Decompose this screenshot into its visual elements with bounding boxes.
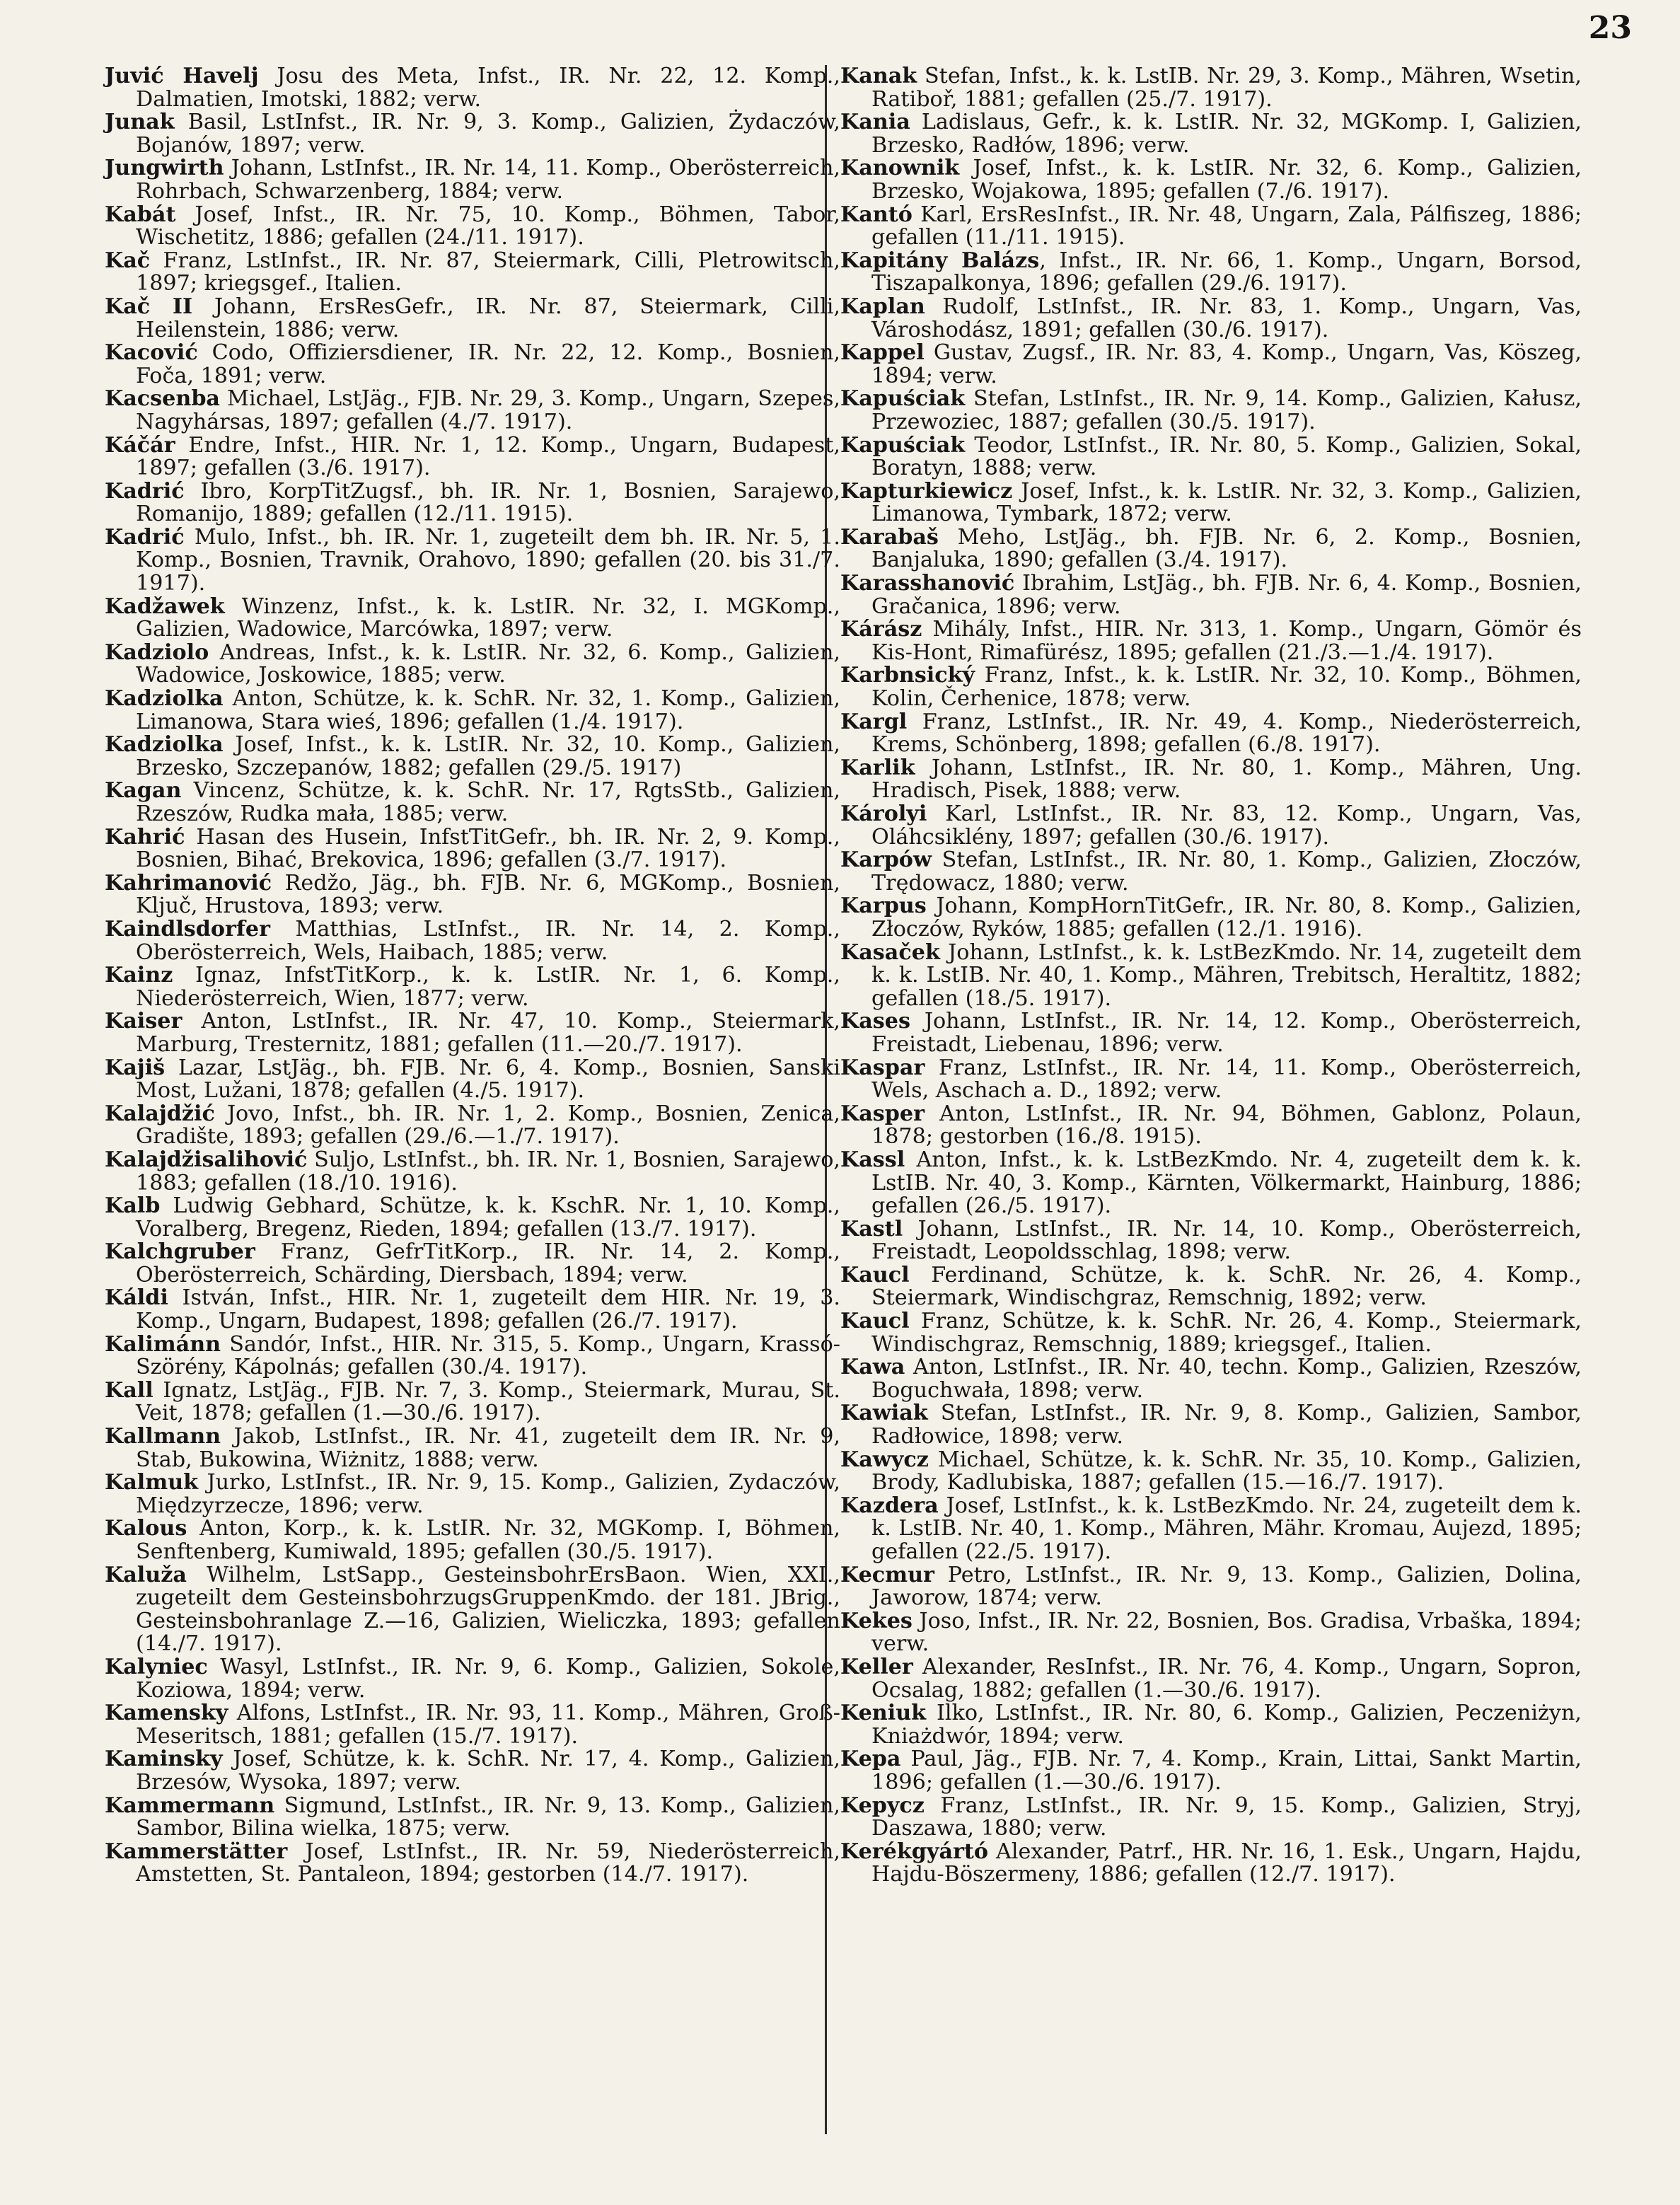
entry-details: Johann, KompHornTitGefr., IR. Nr. 80, 8. Komp., Galizien, Złoczów, Ryków, 1885; gefallen (12./1. 1916). bbox=[871, 893, 1582, 942]
entry-surname: Kahrić bbox=[105, 824, 185, 850]
entry-surname: Kacsenba bbox=[105, 386, 220, 412]
entry-surname: Kalyniec bbox=[105, 1654, 208, 1679]
entry-details: Franz, Schütze, k. k. SchR. Nr. 26, 4. Komp., Steiermark, Windischgraz, Remschnig, 1889; kriegsgef., Italien. bbox=[871, 1309, 1582, 1357]
entry-surname: Kalimánn bbox=[105, 1331, 221, 1357]
entry-details: Wilhelm, LstSapp., GesteinsbohrErsBaon. Wien, XXI., zugeteilt dem GesteinsbohrzugsGruppenKmdo. der 181. JBrig., Gesteinsbohranlage Z.—16, Galizien, Wieliczka, 1893; gefallen (14./7. 1917). bbox=[136, 1562, 840, 1657]
entry-details: Ignatz, LstJäg., FJB. Nr. 7, 3. Komp., Steiermark, Murau, St. Veit, 1878; gefallen (1.—30./6. 1917). bbox=[136, 1377, 840, 1426]
register-entry bbox=[105, 1010, 840, 1056]
entry-details: Mihály, Infst., HIR. Nr. 313, 1. Komp., Ungarn, Gömör és Kis-Hont, Rimafürész, 1895; gefallen (21./3.—1./4. 1917). bbox=[871, 617, 1582, 665]
register-entry bbox=[840, 711, 1582, 757]
entry-surname: Kepa bbox=[840, 1747, 901, 1772]
entry-surname: Junak bbox=[105, 110, 175, 135]
entry-surname: Kahrimanović bbox=[105, 870, 272, 896]
register-entry bbox=[105, 157, 840, 203]
entry-surname: Kapuściak bbox=[840, 432, 966, 458]
register-entry bbox=[840, 1010, 1582, 1056]
entry-surname: Kapitány Balázs bbox=[840, 248, 1040, 273]
register-entry bbox=[840, 1841, 1582, 1887]
entry-details: Andreas, Infst., k. k. LstIR. Nr. 32, 6. Komp., Galizien, Wadowice, Joskowice, 1885; verw. bbox=[136, 639, 840, 688]
entry-details: Johann, LstInfst., IR. Nr. 14, 12. Komp., Oberösterreich, Freistadt, Liebenau, 1896; verw. bbox=[871, 1009, 1582, 1057]
entry-surname: Kač bbox=[105, 248, 151, 273]
entry-details: Jurko, LstInfst., IR. Nr. 9, 15. Komp., Galizien, Zydaczów, Międzyrzecze, 1896; verw. bbox=[136, 1470, 840, 1518]
entry-details: Karl, ErsResInfst., IR. Nr. 48, Ungarn, Zala, Pálfiszeg, 1886; gefallen (11./11. 1915). bbox=[871, 202, 1582, 250]
entry-details: Josef, LstInfst., IR. Nr. 59, Niederösterreich, Amstetten, St. Pantaleon, 1894; gestorben (14./7. 1917). bbox=[136, 1839, 840, 1887]
entry-surname: Kawiak bbox=[840, 1401, 928, 1426]
register-entry bbox=[840, 1795, 1582, 1841]
register-entry bbox=[105, 204, 840, 250]
entry-surname: Karpus bbox=[840, 893, 927, 919]
register-entry bbox=[105, 639, 840, 688]
register-entry bbox=[840, 204, 1582, 250]
entry-details: Franz, Infst., k. k. LstIR. Nr. 32, 10. Komp., Böhmen, Kolin, Čerhenice, 1878; verw. bbox=[871, 663, 1582, 712]
entry-details: Stefan, LstInfst., IR. Nr. 80, 1. Komp., Galizien, Złoczów, Trędowacz, 1880; verw. bbox=[871, 847, 1582, 896]
entry-details: Stefan, LstInfst., IR. Nr. 9, 14. Komp., Galizien, Kałusz, Przewoziec, 1887; gefallen (30./5. 1917). bbox=[871, 386, 1582, 434]
entry-details: Anton, Infst., k. k. LstBezKmdo. Nr. 4, zugeteilt dem k. k. LstIB. Nr. 40, 3. Komp., Kärnten, Völkermarkt, Hainburg, 1886; gefallen (26./5. 1917). bbox=[871, 1147, 1582, 1219]
entry-details: Josef, Infst., IR. Nr. 75, 10. Komp., Böhmen, Tabor, Wischetitz, 1886; gefallen (24./11. 1917). bbox=[136, 202, 840, 250]
entry-surname: Kecmur bbox=[840, 1562, 934, 1587]
entry-details: Vincenz, Schütze, k. k. SchR. Nr. 17, RgtsStb., Galizien, Rzeszów, Rudka mała, 1885; verw. bbox=[136, 778, 840, 826]
register-entry bbox=[105, 111, 840, 157]
register-entry bbox=[105, 1057, 840, 1103]
register-entry bbox=[105, 1103, 840, 1149]
entry-details: Josef, Infst., k. k. LstIR. Nr. 32, 6. Komp., Galizien, Brzesko, Wojakowa, 1895; gefallen (7./6. 1917). bbox=[871, 156, 1582, 204]
register-entry bbox=[840, 803, 1582, 849]
entry-surname: Juvić Havelj bbox=[105, 64, 259, 88]
entry-details: Ladislaus, Gefr., k. k. LstIR. Nr. 32, MGKomp. I, Galizien, Brzesko, Radłów, 1896; verw. bbox=[871, 110, 1582, 158]
register-entry bbox=[840, 250, 1582, 296]
register-entry bbox=[840, 296, 1582, 342]
entry-surname: Kárász bbox=[840, 617, 922, 642]
register-entry bbox=[105, 342, 840, 388]
register-entry bbox=[840, 480, 1582, 526]
register-entry bbox=[840, 157, 1582, 203]
register-entry bbox=[105, 1379, 840, 1425]
entry-details: Alfons, LstInfst., IR. Nr. 93, 11. Komp., Mähren, Groß-Meseritsch, 1881; gefallen (15./7. 1917). bbox=[136, 1701, 840, 1749]
register-entry bbox=[840, 526, 1582, 572]
entry-surname: Kappel bbox=[840, 340, 925, 366]
entry-surname: Kacović bbox=[105, 340, 198, 366]
register-entry bbox=[840, 618, 1582, 664]
entry-details: Gustav, Zugsf., IR. Nr. 83, 4. Komp., Ungarn, Vas, Köszeg, 1894; verw. bbox=[871, 340, 1582, 388]
register-entry bbox=[105, 826, 840, 872]
entry-details: Alexander, Patrf., HR. Nr. 16, 1. Esk., Ungarn, Hajdu, Hajdu-Böszermeny, 1886; gefallen (12./7. 1917). bbox=[871, 1839, 1582, 1887]
entry-details: Wasyl, LstInfst., IR. Nr. 9, 6. Komp., Galizien, Sokole, Koziowa, 1894; verw. bbox=[136, 1654, 840, 1703]
entry-surname: Kaucl bbox=[840, 1262, 910, 1287]
entry-details: Joso, Infst., IR. Nr. 22, Bosnien, Bos. Gradisa, Vrbaška, 1894; verw. bbox=[871, 1608, 1582, 1657]
entry-surname: Kepycz bbox=[840, 1793, 925, 1818]
entry-surname: Jungwirth bbox=[105, 156, 224, 181]
entry-surname: Kalajdžisalihović bbox=[105, 1147, 308, 1172]
entry-details: Stefan, LstInfst., IR. Nr. 9, 8. Komp., Galizien, Sambor, Radłowice, 1898; verw. bbox=[871, 1401, 1582, 1449]
entry-surname: Kaiser bbox=[105, 1009, 183, 1034]
entry-surname: Kadrić bbox=[105, 524, 185, 550]
register-entry bbox=[105, 1241, 840, 1287]
register-entry bbox=[840, 1495, 1582, 1564]
right-column bbox=[840, 65, 1582, 1887]
entry-surname: Karpów bbox=[840, 847, 932, 873]
entry-surname: Kawa bbox=[840, 1355, 905, 1380]
entry-details: Johann, LstInfst., k. k. LstBezKmdo. Nr. 14, zugeteilt dem k. k. LstIB. Nr. 40, 1. Komp., Mähren, Trebitsch, Heraltitz, 1882; gefallen (18./5. 1917). bbox=[871, 939, 1582, 1011]
entry-details: Anton, LstInfst., IR. Nr. 94, Böhmen, Gablonz, Polaun, 1878; gestorben (16./8. 1915). bbox=[871, 1101, 1582, 1150]
entry-surname: Kapturkiewicz bbox=[840, 478, 1013, 504]
entry-details: Franz, GefrTitKorp., IR. Nr. 14, 2. Komp., Oberösterreich, Schärding, Diersbach, 1894; verw. bbox=[136, 1239, 840, 1287]
register-entry bbox=[840, 1356, 1582, 1402]
register-entry bbox=[105, 964, 840, 1010]
entry-details: Codo, Offiziersdiener, IR. Nr. 22, 12. Komp., Bosnien, Foča, 1891; verw. bbox=[136, 340, 840, 388]
entry-surname: Káčár bbox=[105, 432, 175, 458]
entry-surname: Kamensky bbox=[105, 1701, 228, 1726]
entry-details: Matthias, LstInfst., IR. Nr. 14, 2. Komp., Oberösterreich, Wels, Haibach, 1885; verw. bbox=[136, 916, 840, 965]
entry-surname: Kadziolo bbox=[105, 639, 209, 665]
entry-surname: Kajiš bbox=[105, 1055, 166, 1080]
entry-details: Ludwig Gebhard, Schütze, k. k. KschR. Nr. 1, 10. Komp., Voralberg, Bregenz, Rieden, 1894; gefallen (13./7. 1917). bbox=[136, 1193, 840, 1242]
entry-surname: Kawycz bbox=[840, 1447, 929, 1472]
entry-details: Stefan, Infst., k. k. LstIB. Nr. 29, 3. Komp., Mähren, Wsetin, Ratiboř, 1881; gefallen (25./7. 1917). bbox=[871, 64, 1582, 112]
entry-details: Basil, LstInfst., IR. Nr. 9, 3. Komp., Galizien, Żydaczów, Bojanów, 1897; verw. bbox=[136, 110, 840, 158]
register-entry bbox=[105, 1702, 840, 1748]
entry-details: Anton, LstInfst., IR. Nr. 47, 10. Komp., Steiermark, Marburg, Tresternitz, 1881; gefallen (11.—20./7. 1917). bbox=[136, 1009, 840, 1057]
entry-details: Ibro, KorpTitZugsf., bh. IR. Nr. 1, Bosnien, Sarajewo, Romanijo, 1889; gefallen (12./11. 1915). bbox=[136, 478, 840, 527]
register-entry bbox=[105, 1149, 840, 1195]
register-entry bbox=[105, 1841, 840, 1887]
entry-details: Meho, LstJäg., bh. FJB. Nr. 6, 2. Komp., Bosnien, Banjaluka, 1890; gefallen (3./4. 1917). bbox=[871, 524, 1582, 573]
entry-surname: Kasaček bbox=[840, 939, 940, 965]
register-entry bbox=[840, 572, 1582, 618]
register-entry bbox=[840, 939, 1582, 1011]
entry-surname: Káldi bbox=[105, 1285, 168, 1311]
entry-surname: Karasshanović bbox=[840, 571, 1015, 596]
register-entry bbox=[105, 1656, 840, 1702]
register-entry bbox=[105, 1287, 840, 1333]
register-entry bbox=[840, 895, 1582, 941]
entry-surname: Kadziolka bbox=[105, 686, 224, 712]
entry-surname: Kassl bbox=[840, 1147, 905, 1172]
register-entry bbox=[840, 1656, 1582, 1702]
entry-details: Johann, LstInfst., IR. Nr. 14, 11. Komp., Oberösterreich, Rohrbach, Schwarzenberg, 1884; verw. bbox=[136, 156, 840, 204]
entry-details: Josef, Infst., k. k. LstIR. Nr. 32, 10. Komp., Galizien, Brzesko, Szczepanów, 1882; gefallen (29./5. 1917) bbox=[136, 732, 840, 780]
register-entry bbox=[840, 342, 1582, 388]
entry-surname: Karabaš bbox=[840, 524, 939, 550]
entry-surname: Kaucl bbox=[840, 1309, 910, 1334]
entry-details: Petro, LstInfst., IR. Nr. 9, 13. Komp., Galizien, Dolina, Jaworow, 1874; verw. bbox=[871, 1562, 1582, 1611]
register-entry bbox=[105, 734, 840, 780]
entry-surname: Kainz bbox=[105, 963, 173, 988]
register-entry bbox=[840, 1264, 1582, 1310]
register-entry bbox=[105, 1564, 840, 1656]
register-entry bbox=[105, 65, 840, 111]
entry-details: Mulo, Infst., bh. IR. Nr. 1, zugeteilt dem bh. IR. Nr. 5, 1. Komp., Bosnien, Travnik, Orahovo, 1890; gefallen (20. bis 31./7. 1917). bbox=[136, 524, 840, 596]
register-entry bbox=[105, 1795, 840, 1841]
entry-surname: Kaindlsdorfer bbox=[105, 916, 271, 942]
entry-details: Johann, ErsResGefr., IR. Nr. 87, Steiermark, Cilli, Heilenstein, 1886; verw. bbox=[136, 294, 840, 342]
entry-surname: Kaminsky bbox=[105, 1747, 223, 1772]
entry-details: Josef, Schütze, k. k. SchR. Nr. 17, 4. Komp., Galizien, Brzesów, Wysoka, 1897; verw. bbox=[136, 1747, 840, 1795]
entry-surname: Karlik bbox=[840, 755, 915, 780]
left-column bbox=[105, 65, 840, 1887]
register-entry bbox=[105, 388, 840, 434]
register-entry bbox=[840, 1310, 1582, 1356]
register-entry bbox=[840, 65, 1582, 111]
entry-details: Teodor, LstInfst., IR. Nr. 80, 5. Komp., Galizien, Sokal, Boratyn, 1888; verw. bbox=[871, 432, 1582, 481]
entry-surname: Kalmuk bbox=[105, 1470, 199, 1495]
register-entry bbox=[105, 1195, 840, 1241]
entry-surname: Kaluža bbox=[105, 1562, 187, 1587]
entry-details: Ibrahim, LstJäg., bh. FJB. Nr. 6, 4. Komp., Bosnien, Gračanica, 1896; verw. bbox=[871, 571, 1582, 619]
register-entry bbox=[105, 1471, 840, 1517]
entry-surname: Keniuk bbox=[840, 1701, 927, 1726]
entry-details: Josu des Meta, Infst., IR. Nr. 22, 12. Komp., Dalmatien, Imotski, 1882; verw. bbox=[136, 64, 840, 112]
entry-details: Ilko, LstInfst., IR. Nr. 80, 6. Komp., Galizien, Peczeniżyn, Kniażdwór, 1894; verw. bbox=[871, 1701, 1582, 1749]
entry-surname: Kaplan bbox=[840, 294, 925, 319]
entry-surname: Kagan bbox=[105, 778, 182, 804]
entry-details: Franz, LstInfst., IR. Nr. 14, 11. Komp., Oberösterreich, Wels, Aschach a. D., 1892; verw. bbox=[871, 1055, 1582, 1104]
entry-surname: Kalchgruber bbox=[105, 1239, 255, 1265]
entry-surname: Kaspar bbox=[840, 1055, 925, 1080]
entry-details: Josef, LstInfst., k. k. LstBezKmdo. Nr. 24, zugeteilt dem k. k. LstIB. Nr. 40, 1. Komp., Mähren, Mähr. Kromau, Aujezd, 1895; gefallen (22./5. 1917). bbox=[871, 1493, 1582, 1564]
page-number: 23 bbox=[1588, 10, 1632, 46]
entry-details: Anton, Schütze, k. k. SchR. Nr. 32, 1. Komp., Galizien, Limanowa, Stara wieś, 1896; gefallen (1./4. 1917). bbox=[136, 686, 840, 734]
register-entry bbox=[840, 388, 1582, 434]
entry-surname: Kazdera bbox=[840, 1493, 939, 1518]
register-entry bbox=[840, 111, 1582, 157]
register-entry bbox=[105, 434, 840, 480]
entry-surname: Kerékgyártó bbox=[840, 1839, 988, 1864]
register-entry bbox=[840, 1218, 1582, 1264]
entry-surname: Kadrić bbox=[105, 478, 185, 504]
entry-surname: Kabát bbox=[105, 202, 176, 227]
entry-details: , Infst., IR. Nr. 66, 1. Komp., Ungarn, Borsod, Tiszapalkonya, 1896; gefallen (29./6. 1917). bbox=[871, 248, 1582, 296]
register-entry bbox=[105, 480, 840, 526]
register-entry bbox=[840, 1748, 1582, 1794]
register-entry bbox=[840, 1449, 1582, 1495]
entry-details: Karl, LstInfst., IR. Nr. 83, 12. Komp., Ungarn, Vas, Oláhcsiklény, 1897; gefallen (30./6. 1917). bbox=[871, 801, 1582, 850]
register-entry bbox=[840, 434, 1582, 480]
register-entry bbox=[105, 1517, 840, 1563]
entry-surname: Kadžawek bbox=[105, 594, 225, 619]
entry-surname: Kantó bbox=[840, 202, 913, 227]
register-entry bbox=[105, 596, 840, 642]
entry-details: Endre, Infst., HIR. Nr. 1, 12. Komp., Ungarn, Budapest, 1897; gefallen (3./6. 1917). bbox=[136, 432, 840, 481]
register-entry bbox=[105, 526, 840, 596]
entry-surname: Kalajdžić bbox=[105, 1101, 215, 1126]
entry-details: Alexander, ResInfst., IR. Nr. 76, 4. Komp., Ungarn, Sopron, Ocsalag, 1882; gefallen (1.—30./6. 1917). bbox=[871, 1654, 1582, 1703]
entry-surname: Kammerstätter bbox=[105, 1839, 288, 1864]
entry-surname: Karbnsický bbox=[840, 663, 975, 688]
entry-surname: Kanownik bbox=[840, 156, 960, 181]
entry-details: Jovo, Infst., bh. IR. Nr. 1, 2. Komp., Bosnien, Zenica, Gradište, 1893; gefallen (29./6.—1./7. 1917). bbox=[136, 1101, 840, 1150]
entry-surname: Kall bbox=[105, 1377, 153, 1403]
entry-details: Johann, LstInfst., IR. Nr. 14, 10. Komp., Oberösterreich, Freistadt, Leopoldsschlag, 1898; verw. bbox=[871, 1216, 1582, 1265]
entry-details: Franz, LstInfst., IR. Nr. 87, Steiermark, Cilli, Pletrowitsch, 1897; kriegsgef., Italien. bbox=[136, 248, 840, 296]
entry-surname: Kania bbox=[840, 110, 910, 135]
entry-surname: Kalous bbox=[105, 1516, 187, 1541]
register-entry bbox=[840, 1402, 1582, 1448]
register-entry bbox=[105, 780, 840, 826]
entry-surname: Kastl bbox=[840, 1216, 903, 1242]
register-entry bbox=[105, 1425, 840, 1471]
entry-details: Michael, Schütze, k. k. SchR. Nr. 35, 10. Komp., Galizien, Brody, Kadlubiska, 1887; gefallen (15.—16./7. 1917). bbox=[871, 1447, 1582, 1495]
entry-surname: Károlyi bbox=[840, 801, 927, 826]
entry-surname: Keller bbox=[840, 1654, 913, 1679]
register-entry bbox=[840, 1610, 1582, 1656]
entry-details: Michael, LstJäg., FJB. Nr. 29, 3. Komp., Ungarn, Szepes, Nagyhársas, 1897; gefallen (4./7. 1917). bbox=[136, 386, 840, 434]
entry-details: Josef, Infst., k. k. LstIR. Nr. 32, 3. Komp., Galizien, Limanowa, Tymbark, 1872; verw. bbox=[871, 478, 1582, 527]
register-entry bbox=[840, 849, 1582, 895]
entry-surname: Kallmann bbox=[105, 1424, 221, 1449]
entry-surname: Kekes bbox=[840, 1608, 913, 1633]
register-entry bbox=[840, 1103, 1582, 1149]
register-entry bbox=[105, 918, 840, 964]
entry-details: Anton, Korp., k. k. LstIR. Nr. 32, MGKomp. I, Böhmen, Senftenberg, Kumiwald, 1895; gefallen (30./5. 1917). bbox=[136, 1516, 840, 1564]
register-entry bbox=[105, 872, 840, 918]
entry-surname: Kač II bbox=[105, 294, 193, 319]
entry-details: Winzenz, Infst., k. k. LstIR. Nr. 32, I. MGKomp., Galizien, Wadowice, Marcówka, 1897; verw. bbox=[136, 594, 840, 642]
entry-details: Sandór, Infst., HIR. Nr. 315, 5. Komp., Ungarn, Krassó-Szörény, Kápolnás; gefallen (30./4. 1917). bbox=[136, 1331, 840, 1380]
entry-details: István, Infst., HIR. Nr. 1, zugeteilt dem HIR. Nr. 19, 3. Komp., Ungarn, Budapest, 1898; gefallen (26./7. 1917). bbox=[136, 1285, 840, 1334]
entry-details: Johann, LstInfst., IR. Nr. 80, 1. Komp., Mähren, Ung. Hradisch, Pisek, 1888; verw. bbox=[871, 755, 1582, 804]
register-entry bbox=[105, 296, 840, 342]
entry-details: Ferdinand, Schütze, k. k. SchR. Nr. 26, 4. Komp., Steiermark, Windischgraz, Remschnig, 1892; verw. bbox=[871, 1262, 1582, 1311]
register-entry bbox=[105, 688, 840, 734]
entry-details: Sigmund, LstInfst., IR. Nr. 9, 13. Komp., Galizien, Sambor, Bilina wielka, 1875; verw. bbox=[136, 1793, 840, 1841]
entry-details: Ignaz, InfstTitKorp., k. k. LstIR. Nr. 1, 6. Komp., Niederösterreich, Wien, 1877; verw. bbox=[136, 963, 840, 1011]
register-entry bbox=[105, 1748, 840, 1794]
register-entry bbox=[840, 664, 1582, 710]
entry-details: Jakob, LstInfst., IR. Nr. 41, zugeteilt dem IR. Nr. 9, Stab, Bukowina, Wiżnitz, 1888; verw. bbox=[136, 1424, 840, 1472]
entry-surname: Kases bbox=[840, 1009, 910, 1034]
register-entry bbox=[840, 1564, 1582, 1610]
entry-details: Anton, LstInfst., IR. Nr. 40, techn. Komp., Galizien, Rzeszów, Boguchwała, 1898; verw. bbox=[871, 1355, 1582, 1403]
entry-details: Lazar, LstJäg., bh. FJB. Nr. 6, 4. Komp., Bosnien, Sanski Most, Lužani, 1878; gefallen (4./5. 1917). bbox=[136, 1055, 840, 1104]
entry-surname: Kammermann bbox=[105, 1793, 275, 1818]
register-entry bbox=[105, 250, 840, 296]
entry-details: Redžo, Jäg., bh. FJB. Nr. 6, MGKomp., Bosnien, Ključ, Hrustova, 1893; verw. bbox=[136, 870, 840, 919]
register-entry bbox=[105, 1333, 840, 1379]
register-entry bbox=[840, 1149, 1582, 1218]
entry-surname: Kadziolka bbox=[105, 732, 224, 758]
entry-details: Franz, LstInfst., IR. Nr. 9, 15. Komp., Galizien, Stryj, Daszawa, 1880; verw. bbox=[871, 1793, 1582, 1841]
entry-details: Rudolf, LstInfst., IR. Nr. 83, 1. Komp., Ungarn, Vas, Városhodász, 1891; gefallen (30./6. 1917). bbox=[871, 294, 1582, 342]
entry-surname: Kargl bbox=[840, 709, 908, 734]
entry-surname: Kasper bbox=[840, 1101, 925, 1126]
entry-surname: Kapuściak bbox=[840, 386, 966, 412]
register-entry bbox=[840, 757, 1582, 803]
register-entry bbox=[840, 1057, 1582, 1103]
register-entry bbox=[840, 1702, 1582, 1748]
entry-details: Paul, Jäg., FJB. Nr. 7, 4. Komp., Krain, Littai, Sankt Martin, 1896; gefallen (1.—30./6. 1917). bbox=[871, 1747, 1582, 1795]
entry-details: Franz, LstInfst., IR. Nr. 49, 4. Komp., Niederösterreich, Krems, Schönberg, 1898; gefallen (6./8. 1917). bbox=[871, 709, 1582, 758]
entry-surname: Kanak bbox=[840, 64, 917, 88]
entry-details: Suljo, LstInfst., bh. IR. Nr. 1, Bosnien, Sarajewo, 1883; gefallen (18./10. 1916). bbox=[136, 1147, 840, 1196]
entry-surname: Kalb bbox=[105, 1193, 161, 1219]
entry-details: Hasan des Husein, InfstTitGefr., bh. IR. Nr. 2, 9. Komp., Bosnien, Bihać, Brekovica, 1896; gefallen (3./7. 1917). bbox=[136, 824, 840, 873]
